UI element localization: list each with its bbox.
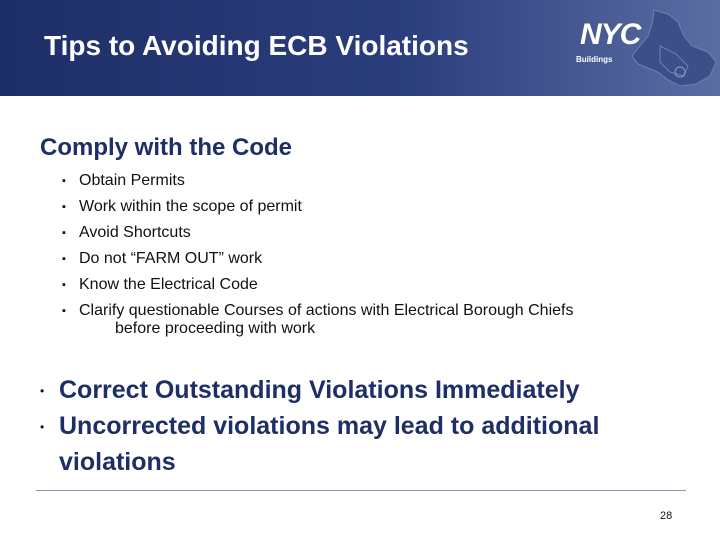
header-bar xyxy=(0,0,720,96)
list-item xyxy=(62,298,573,338)
slide-title: Tips to Avoiding ECB Violations xyxy=(44,30,469,61)
bullet-icon: ▪ xyxy=(62,175,66,187)
bullet-icon: ▪ xyxy=(62,305,66,317)
bullet-icon: • xyxy=(40,420,45,434)
list-item-text: Work within the scope of permit xyxy=(79,198,302,215)
list-item xyxy=(62,194,573,220)
bullet-icon: ▪ xyxy=(62,201,66,213)
list-item xyxy=(62,272,573,298)
main-bullet-list xyxy=(40,372,699,480)
section-heading: Comply with the Code xyxy=(40,134,292,161)
main-list-item-text: Correct Outstanding Violations Immediately xyxy=(59,376,580,404)
nyc-buildings-logo xyxy=(568,6,718,96)
list-item-text: Obtain Permits xyxy=(79,172,185,189)
bullet-icon: ▪ xyxy=(62,279,66,291)
bullet-icon: ▪ xyxy=(62,227,66,239)
main-list-item xyxy=(40,408,699,480)
list-item xyxy=(62,246,573,272)
bullet-icon: • xyxy=(40,384,45,398)
list-item xyxy=(62,168,573,194)
logo-subtext: Buildings xyxy=(576,55,613,64)
list-item-text: Clarify questionable Courses of actions with Electrical Borough Chiefs xyxy=(79,302,574,319)
list-item xyxy=(62,220,573,246)
main-list-item xyxy=(40,372,699,408)
list-item-text: Know the Electrical Code xyxy=(79,276,258,293)
sub-bullet-list xyxy=(62,168,573,338)
list-item-text: Avoid Shortcuts xyxy=(79,224,191,241)
main-list-item-text: Uncorrected violations may lead to additional violations xyxy=(59,412,600,476)
list-item-continuation: before proceeding with work xyxy=(115,320,316,337)
page-number: 28 xyxy=(660,510,673,522)
bullet-icon: ▪ xyxy=(62,253,66,265)
list-item-text: Do not “FARM OUT” work xyxy=(79,250,263,267)
footer-divider xyxy=(36,490,686,491)
logo-text: NYC xyxy=(580,18,641,51)
